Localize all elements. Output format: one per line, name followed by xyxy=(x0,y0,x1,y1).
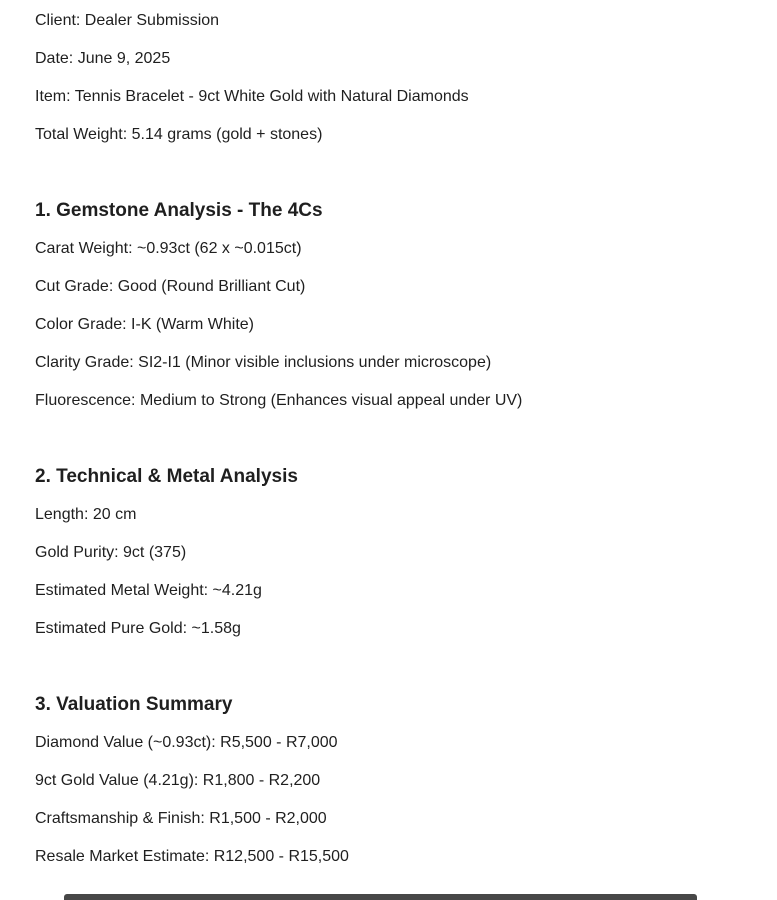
fluorescence-line: Fluorescence: Medium to Strong (Enhances visual appeal under UV) xyxy=(35,392,523,409)
estimated-metal-weight-line: Estimated Metal Weight: ~4.21g xyxy=(35,582,262,599)
cropped-bottom-element xyxy=(64,894,697,900)
section-heading-gemstone-analysis: 1. Gemstone Analysis - The 4Cs xyxy=(35,200,323,221)
craftsmanship-finish-line: Craftsmanship & Finish: R1,500 - R2,000 xyxy=(35,810,327,827)
carat-weight-line: Carat Weight: ~0.93ct (62 x ~0.015ct) xyxy=(35,240,302,257)
clarity-grade-line: Clarity Grade: SI2-I1 (Minor visible inclusions under microscope) xyxy=(35,354,492,371)
color-grade-line: Color Grade: I-K (Warm White) xyxy=(35,316,254,333)
cut-grade-line: Cut Grade: Good (Round Brilliant Cut) xyxy=(35,278,306,295)
meta-line-date: Date: June 9, 2025 xyxy=(35,50,171,67)
section-heading-technical-metal-analysis: 2. Technical & Metal Analysis xyxy=(35,466,298,487)
diamond-value-line: Diamond Value (~0.93ct): R5,500 - R7,000 xyxy=(35,734,338,751)
length-line: Length: 20 cm xyxy=(35,506,137,523)
section-heading-valuation-summary: 3. Valuation Summary xyxy=(35,694,233,715)
gold-value-line: 9ct Gold Value (4.21g): R1,800 - R2,200 xyxy=(35,772,321,789)
meta-line-item: Item: Tennis Bracelet - 9ct White Gold with Natural Diamonds xyxy=(35,88,469,105)
meta-line-total-weight: Total Weight: 5.14 grams (gold + stones) xyxy=(35,126,323,143)
estimated-pure-gold-line: Estimated Pure Gold: ~1.58g xyxy=(35,620,241,637)
gold-purity-line: Gold Purity: 9ct (375) xyxy=(35,544,187,561)
resale-market-estimate-line: Resale Market Estimate: R12,500 - R15,500 xyxy=(35,848,349,865)
meta-line-client: Client: Dealer Submission xyxy=(35,12,220,29)
